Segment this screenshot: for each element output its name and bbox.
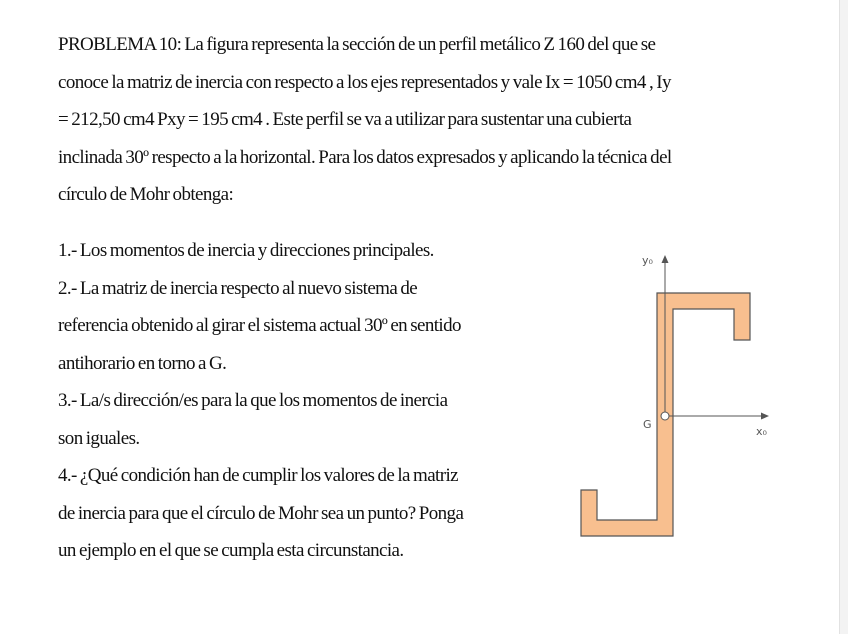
question-line: de inercia para que el círculo de Mohr sea un punto? Ponga [58,502,464,524]
question-line: un ejemplo en el que se cumpla esta circunstancia. [58,540,404,561]
question-line: 2.- La matriz de inercia respecto al nuevo sistema de [58,277,418,299]
question-line: referencia obtenido al girar el sistema actual 30º en sentido [58,315,461,336]
question-line: 1.- Los momentos de inercia y direcciones principales. [58,240,434,261]
problem-line: PROBLEMA 10: La figura representa la sección de un perfil metálico Z 160 del que se [58,34,656,55]
question-line: antihorario en torno a G. [58,352,227,374]
problem-line: conoce la matriz de inercia con respecto a los ejes representados y vale Ix = 1050 cm4 , Iy [58,71,671,93]
z-profile-svg [576,248,776,548]
question-list [58,232,568,570]
problem-line: círculo de Mohr obtenga: [58,184,234,205]
problem-line: = 212,50 cm4 Pxy = 195 cm4 . Este perfil se va a utilizar para sustentar una cubierta [58,109,632,130]
question-line: 3.- La/s dirección/es para la que los momentos de inercia [58,390,448,411]
y-axis-label: y₀ [642,254,653,267]
z-profile-figure [576,248,776,548]
problem-line: inclinada 30º respecto a la horizontal. Para los datos expresados y aplicando la técnica del [58,146,672,168]
problem-statement [58,26,828,214]
question-line: son iguales. [58,427,140,449]
x-axis-label: x₀ [756,425,767,438]
question-line: 4.- ¿Qué condición han de cumplir los valores de la matriz [58,465,458,486]
centroid-marker [661,412,669,420]
centroid-label: G [643,418,652,431]
x-axis-arrow [761,413,769,420]
y-axis-arrow [662,255,669,263]
page-edge [839,0,848,634]
